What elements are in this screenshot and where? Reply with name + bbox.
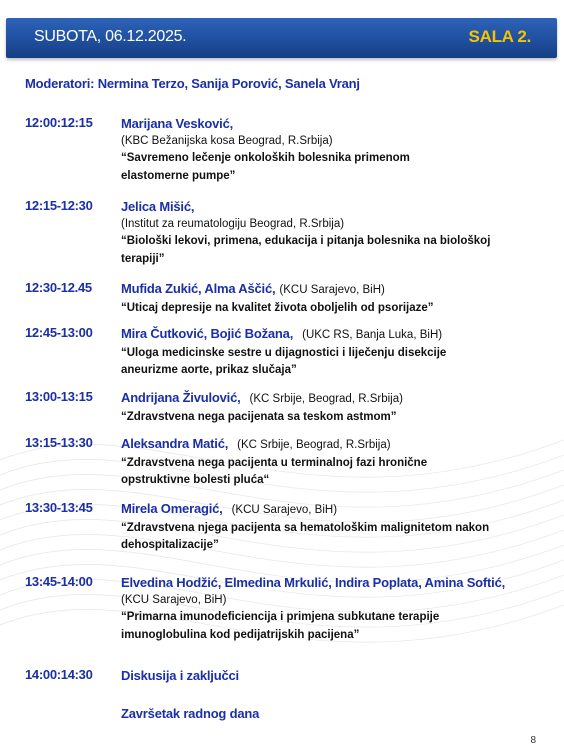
item-time: 12:45-13:00 (25, 325, 93, 340)
talk-title-line: imunoglobulina kod pedijatrijskih pacijena” (121, 628, 360, 641)
moderators-line: Moderatori: Nermina Terzo, Sanija Porović, Sanela Vranj (25, 76, 360, 91)
discussion-label: Diskusija i zaključci (121, 668, 239, 683)
speaker-institution: (Institut za reumatologiju Beograd, R.Srbija) (121, 217, 345, 230)
header-bar (6, 18, 557, 58)
talk-title-line: “Zdravstvena nega pacijenata sa teskom astmom” (121, 410, 397, 423)
item-time: 13:30-13:45 (25, 500, 93, 515)
item-time: 12:00:12:15 (25, 115, 93, 130)
speaker-name: Elvedina Hodžić, Elmedina Mrkulić, Indira Poplata, Amina Softić, (121, 575, 506, 590)
speaker-name: Marijana Vesković, (121, 116, 234, 131)
talk-title-line: opstruktivne bolesti pluća“ (121, 474, 270, 486)
speaker-name: Mirela Omeragić, (121, 501, 223, 516)
talk-title-line: dehospitalizacije” (121, 539, 219, 551)
session-hall: SALA 2. (468, 27, 531, 46)
speaker-institution: (UKC RS, Banja Luka, BiH) (302, 329, 443, 341)
item-time: 13:45-14:00 (25, 574, 93, 589)
talk-title-line: terapiji” (121, 252, 165, 265)
talk-title-line: aneurizme aorte, prikaz slučaja” (121, 364, 297, 376)
item-time: 14:00:14:30 (25, 667, 93, 682)
speaker-name: Jelica Mišić, (121, 199, 195, 214)
page-number: 8 (530, 735, 536, 746)
speaker-name: Mufida Zukić, Alma Aščić, (121, 281, 276, 296)
item-time: 13:00-13:15 (25, 389, 93, 404)
end-of-day-label: Završetak radnog dana (121, 706, 260, 721)
talk-title-line: “Savremeno lečenje onkoloških bolesnika primenom (121, 152, 410, 164)
talk-title-line: “Biološki lekovi, primena, edukacija i pitanja bolesnika na biološkoj (121, 235, 491, 247)
speaker-name: Aleksandra Matić, (121, 436, 229, 451)
talk-title-line: “Uticaj depresije na kvalitet života oboljelih od psorijaze” (121, 301, 434, 314)
speaker-institution: (KCU Sarajevo, BiH) (279, 284, 385, 296)
talk-title-line: “Zdravstvena nega pacijenta u terminalnoj fazi hronične (121, 456, 428, 469)
speaker-institution: (KC Srbije, Beograd, R.Srbija) (237, 439, 391, 451)
speaker-name: Mira Čutković, Bojić Božana, (121, 326, 294, 341)
session-date: SUBOTA, 06.12.2025. (34, 28, 187, 45)
item-time: 12:30-12.45 (25, 280, 92, 295)
speaker-institution: (KCU Sarajevo, BiH) (121, 593, 227, 606)
talk-title-line: “Primarna imunodeficiencija i primjena subkutane terapije (121, 611, 440, 623)
talk-title-line: “Uloga medicinske sestre u dijagnostici i liječenju disekcije (121, 346, 447, 359)
item-time: 12:15-12:30 (25, 198, 93, 213)
speaker-institution: (KBC Bežanijska kosa Beograd, R.Srbija) (121, 134, 333, 147)
item-time: 13:15-13:30 (25, 435, 93, 450)
speaker-institution: (KCU Sarajevo, BiH) (231, 504, 338, 516)
talk-title-line: elastomerne pumpe” (121, 169, 236, 182)
talk-title-line: “Zdravstvena njega pacijenta sa hematološkim malignitetom nakon (121, 521, 490, 534)
speaker-name: Andrijana Živulović, (121, 390, 241, 405)
speaker-institution: (KC Srbije, Beograd, R.Srbija) (249, 393, 403, 405)
